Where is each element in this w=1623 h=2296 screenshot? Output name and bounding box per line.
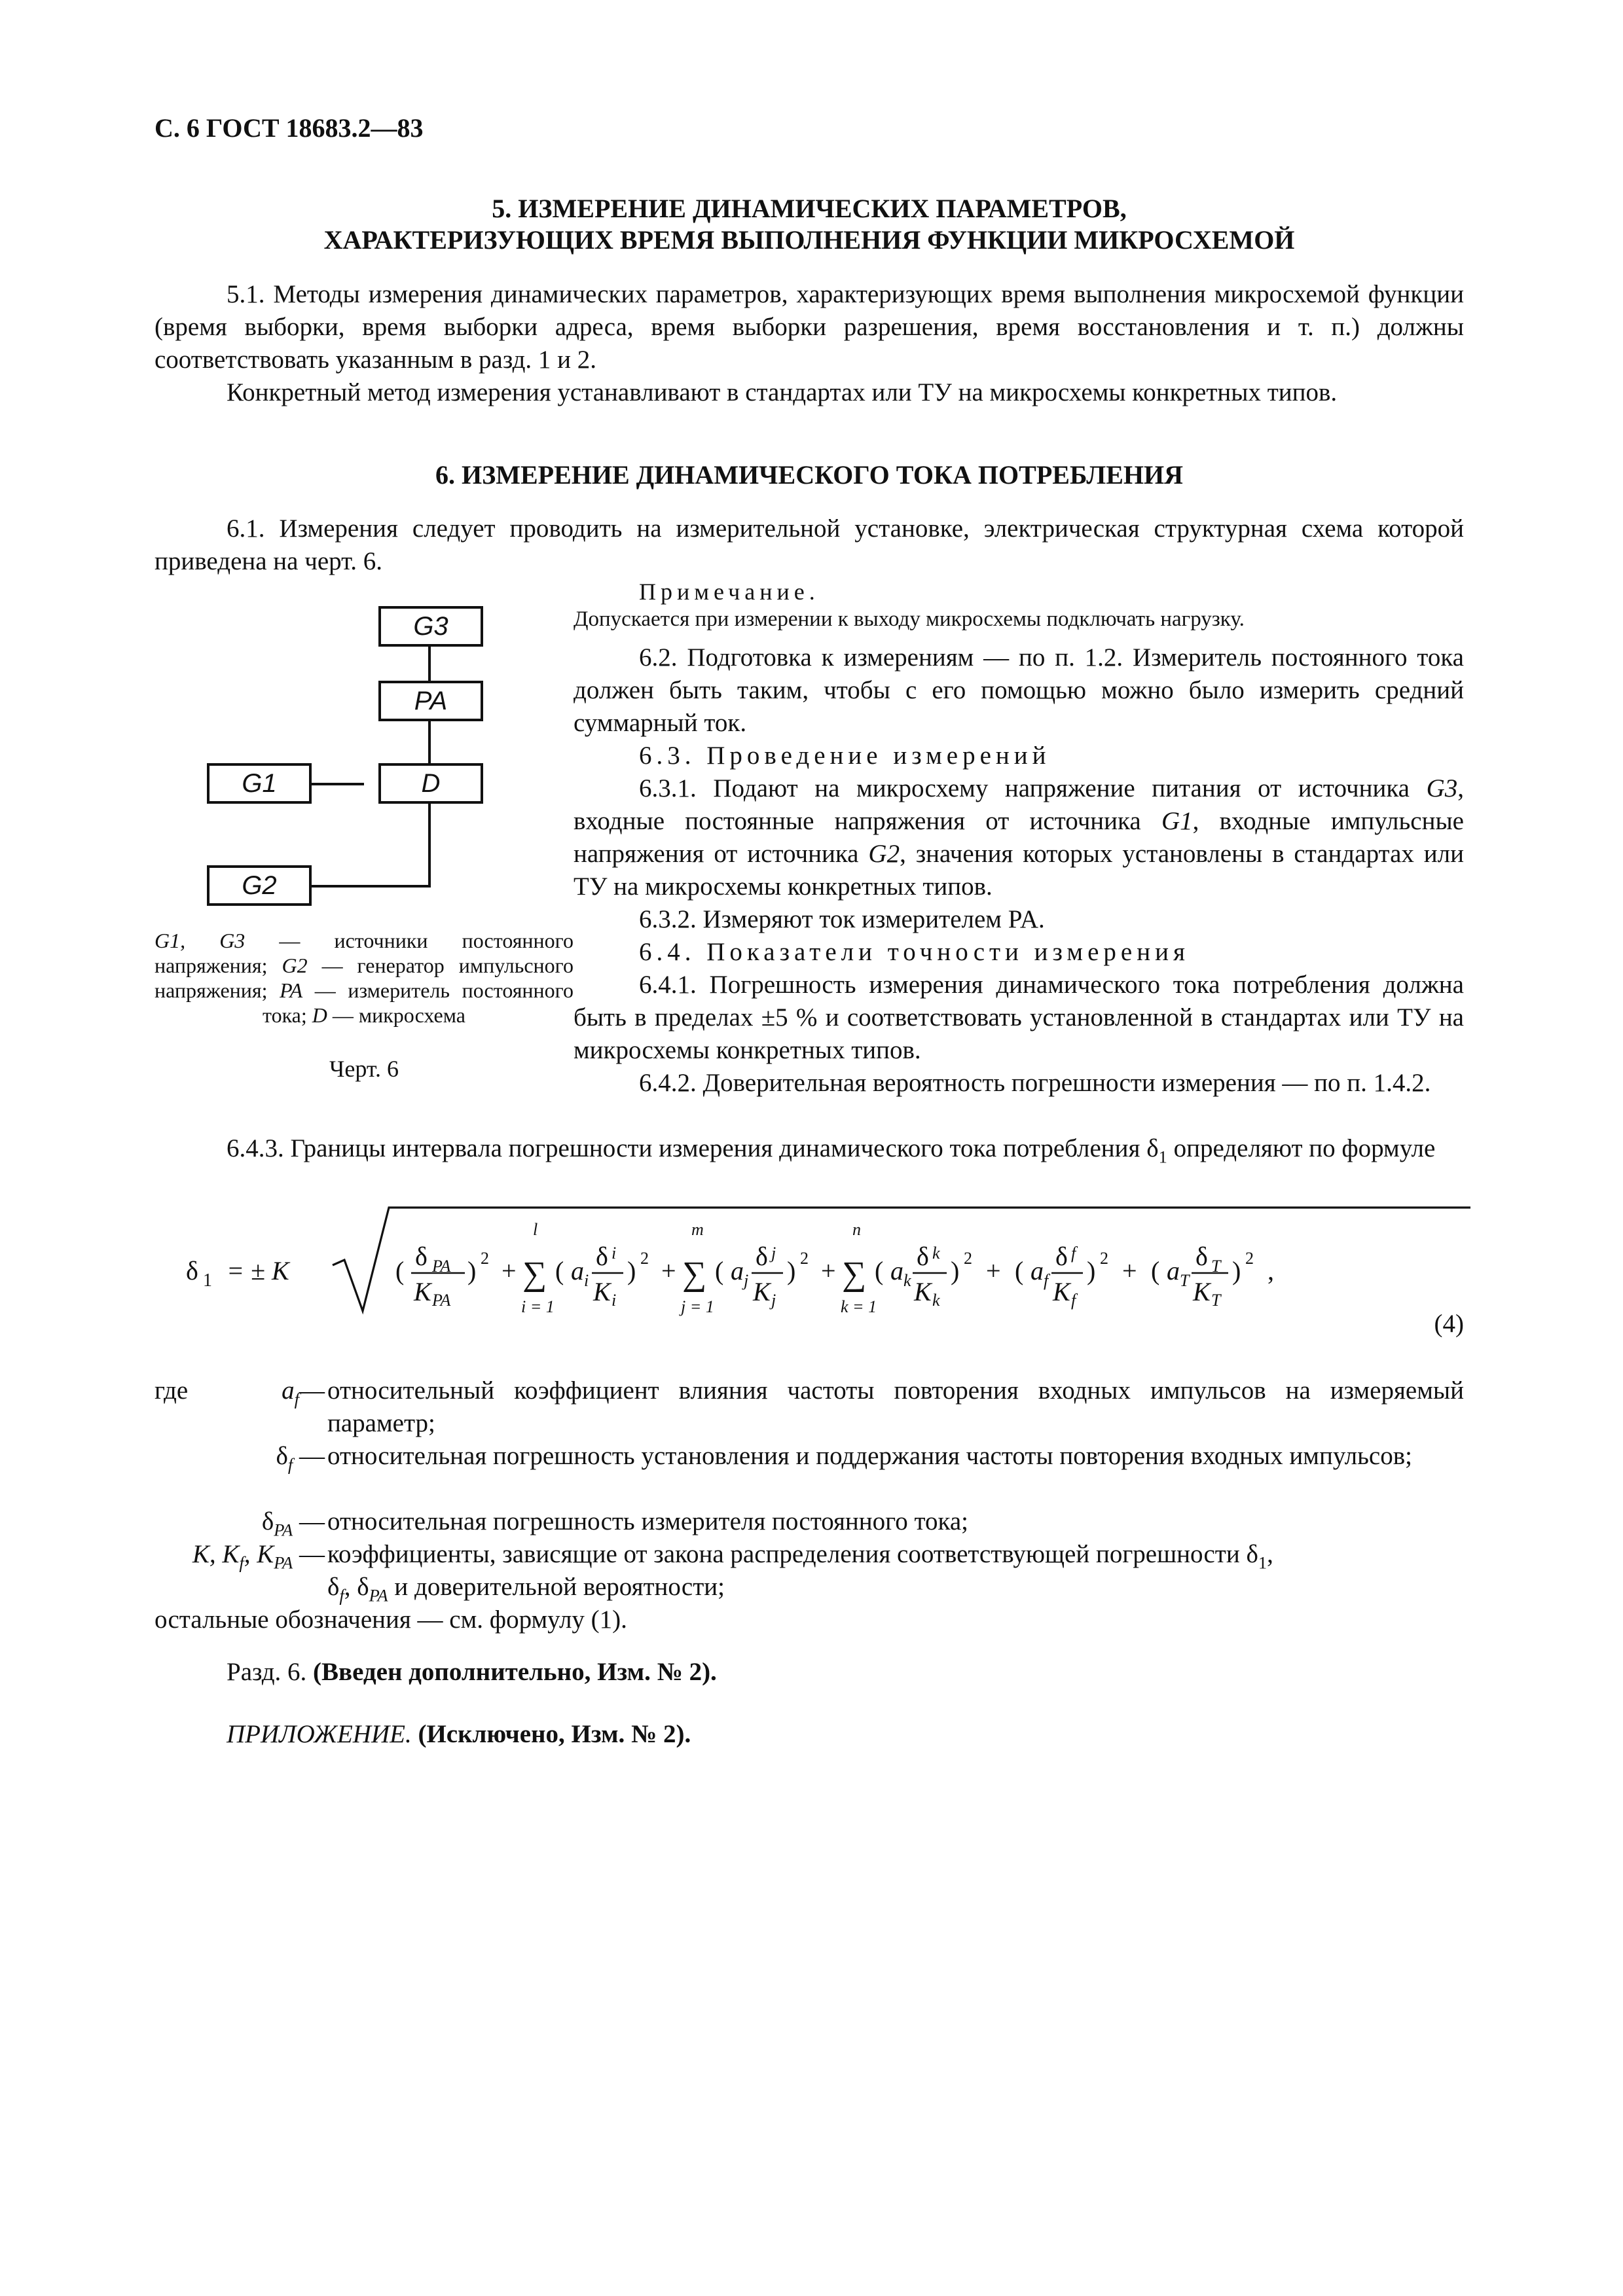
formula-sum-j-bot: j = 1 [681,1297,714,1316]
p631-c: , входные импульсные напряжения от источника [574,807,1464,868]
formula-t4-num: δ [917,1242,929,1271]
appendix-note [227,1718,691,1751]
formula-t6-num-sub: T [1211,1257,1221,1276]
p643-sub: 1 [1158,1147,1167,1167]
def-text-k-line2: $\delta_f$, $\delta_{PA}$ и доверительной вероятности; [327,1573,725,1605]
formula-a-k-sub: k [903,1271,911,1290]
def-term-k: K, $K_f$, $K_{PA}$ — [192,1540,325,1573]
formula-eq: = ± K [227,1256,289,1285]
formula-close-paren-4: ) [951,1256,960,1285]
block-pa: PA [378,681,483,721]
p631-g3: G3 [1426,774,1458,802]
razd-6-note [227,1656,717,1689]
formula-t2-num-sub: i [611,1244,617,1263]
paragraph-6-4-heading: 6.4. Показатели точности измерения [639,938,1190,966]
p631-g1: G1 [1161,807,1193,835]
formula-t4-den-sub: k [932,1291,940,1310]
formula-close-paren-6: ) [1232,1256,1241,1285]
formula-sum-i: ∑ [522,1255,547,1293]
razd-6-amendment: (Введен дополнительно, Изм. № 2). [313,1658,717,1686]
formula-plus-3: + [821,1256,836,1285]
formula-plus-1: + [501,1256,517,1285]
paragraph-6-1: 6.1. Измерения следует проводить на измерительной установке, электрическая структурная схема которой приведена на черт. 6. [155,514,1464,575]
formula-t6-num: δ [1195,1242,1208,1271]
formula-t5-num-sub: f [1071,1244,1076,1263]
def-term-dpa: $\delta_{PA}$ — [261,1507,325,1540]
paragraph-6-3-heading: 6.3. Проведение измерений [639,742,1051,770]
note-text: Допускается при измерении к выходу микросхемы подключать нагрузку. [574,607,1245,631]
block-g3: G3 [378,606,483,647]
formula-close-paren-3: ) [787,1256,796,1285]
formula-t6-den-sub: T [1211,1291,1221,1310]
formula-a-i: a [571,1256,584,1285]
block-diagram [155,583,574,923]
formula-a-t-sub: T [1180,1271,1190,1290]
def-term-df: $\delta_f$ — [276,1442,325,1475]
formula-t1-num-sub: PA [432,1257,451,1276]
paragraph-6-4-1: 6.4.1. Погрешность измерения динамического тока потребления должна быть в пределах ±5 % и соответствовать установленной в стандартах или ТУ на микросхемы конкретных типов. [574,971,1464,1064]
paragraph-5-1: 5.1. Методы измерения динамических параметров, характеризующих время выполнения микросхемой функции (время выборки, время выборки адреса, время выборки разрешения, время восстановления и т. п.) должны соответствовать указанным в разд. 1 и 2. [155,280,1464,374]
block-d: D [378,763,483,804]
formula-t1-den: K [414,1277,431,1306]
formula-t5-den: K [1053,1277,1070,1306]
formula-sum-k-top: n [852,1220,861,1239]
paragraph-6-4-3 [155,1132,1464,1165]
paragraph-6-3-1 [574,772,1464,903]
legend-g1g3: G1, G3 [155,929,246,952]
formula-t3-den: K [753,1277,771,1306]
formula-sq-3: 2 [800,1249,809,1268]
formula-t3-num-sub: j [771,1244,776,1263]
legend-text-3: — измеритель постоянного тока; [263,978,574,1027]
legend-text-2: — генератор импульсного напряжения; [155,954,574,1002]
formula-open-paren-1: ( [395,1256,405,1285]
formula-sq-4: 2 [964,1249,972,1268]
formula-sq-1: 2 [481,1249,489,1268]
paragraph-5-2: Конкретный метод измерения устанавливают в стандартах или ТУ на микросхемы конкретных типов. [227,378,1338,406]
formula-t4-den: K [914,1277,932,1306]
formula-sum-j-top: m [691,1220,704,1239]
formula-lhs-delta: δ [186,1256,198,1285]
legend-g2: G2 [282,954,308,977]
formula-sum-i-top: l [533,1220,538,1239]
formula-t6-den: K [1193,1277,1211,1306]
formula-t2-den: K [593,1277,611,1306]
section-5-title-line-2: ХАРАКТЕРИЗУЮЩИХ ВРЕМЯ ВЫПОЛНЕНИЯ ФУНКЦИИ МИКРОСХЕМОЙ [323,225,1295,255]
legend-pa: PA [280,978,303,1002]
formula-a-i-sub: i [584,1271,589,1290]
formula-a-f-sub: f [1044,1271,1049,1290]
formula-t5-den-sub: f [1071,1291,1076,1310]
formula-plus-5: + [1122,1256,1137,1285]
def-text-df: относительная погрешность установления и поддержания частоты повторения входных импульсов; [327,1442,1412,1470]
formula-sq-6: 2 [1245,1249,1254,1268]
p643-a: 6.4.3. Границы интервала погрешности измерения динамического тока потребления δ [227,1134,1159,1162]
formula-a-t: a [1167,1256,1180,1285]
p631-g2: G2 [868,840,900,868]
section-6-title: 6. ИЗМЕРЕНИЕ ДИНАМИЧЕСКОГО ТОКА ПОТРЕБЛЕНИЯ [435,460,1183,490]
def-text-af: относительный коэффициент влияния частоты повторения входных импульсов на измеряемый параметр; [327,1376,1464,1437]
p643-b: определяют по формуле [1167,1134,1436,1162]
formula-sum-j: ∑ [682,1255,707,1293]
formula-a-j-sub: j [744,1271,749,1290]
formula-close-paren-2: ) [627,1256,636,1285]
formula-comma: , [1267,1256,1274,1285]
formula-sq-2: 2 [640,1249,649,1268]
formula-a-k: a [890,1256,903,1285]
formula-close-paren-1: ) [467,1256,477,1285]
p631-d: , значения которых установлены в стандартах или ТУ на микросхемы конкретных типов. [574,840,1464,901]
formula-t3-num: δ [756,1242,768,1271]
diagram-caption: Черт. 6 [329,1056,399,1082]
formula-sum-i-bot: i = 1 [521,1297,555,1316]
formula-t3-den-sub: j [771,1291,776,1310]
formula-a-j: a [731,1256,744,1285]
formula-t5-num: δ [1055,1242,1068,1271]
formula-t2-den-sub: i [611,1291,617,1310]
formula-plus-4: + [986,1256,1001,1285]
legend-d: D [312,1003,327,1027]
razd-6-label: Разд. 6. [227,1658,314,1686]
paragraph-6-2: 6.2. Подготовка к измерениям — по п. 1.2. Измеритель постоянного тока должен быть таким, чтобы с его помощью можно было измерить средний суммарный ток. [574,643,1464,737]
diagram-legend [155,928,574,1028]
definitions-rest: остальные обозначения — см. формулу (1). [155,1605,627,1634]
formula-t2-num: δ [596,1242,608,1271]
def-term-af: $a_f—$ [282,1376,325,1409]
p631-b: , входные постоянные напряжения от источника [574,774,1464,835]
formula-open-paren-6: ( [1151,1256,1160,1285]
section-5-title-line-1: 5. ИЗМЕРЕНИЕ ДИНАМИЧЕСКИХ ПАРАМЕТРОВ, [492,194,1127,223]
paragraph-6-4-2: 6.4.2. Доверительная вероятность погрешности измерения — по п. 1.4.2. [639,1069,1431,1097]
running-head: С. 6 ГОСТ 18683.2—83 [155,113,424,143]
formula-sum-k-bot: k = 1 [841,1297,877,1316]
formula-a-f: a [1030,1256,1044,1285]
formula-4 [155,1194,1470,1345]
formula-t4-num-sub: k [932,1244,940,1263]
formula-lhs-sub: 1 [203,1270,212,1291]
formula-t1-den-sub: PA [432,1291,451,1310]
formula-open-paren-2: ( [555,1256,564,1285]
formula-number: (4) [1434,1310,1464,1338]
block-g1: G1 [207,763,312,804]
block-g2: G2 [207,865,312,906]
formula-sq-5: 2 [1100,1249,1108,1268]
note-title: Примечание. [639,579,820,605]
definitions-block [155,1374,1464,1649]
legend-text-1: — источники постоянного напряжения; [155,929,574,977]
formula-sum-k: ∑ [842,1255,867,1293]
formula-plus-2: + [661,1256,676,1285]
formula-open-paren-3: ( [715,1256,724,1285]
def-text-dpa: относительная погрешность измерителя постоянного тока; [327,1507,968,1535]
appendix-amendment: (Исключено, Изм. № 2). [411,1720,691,1748]
paragraph-6-3-2: 6.3.2. Измеряют ток измерителем PA. [639,905,1045,933]
p631-a: 6.3.1. Подают на микросхему напряжение питания от источника [639,774,1427,802]
appendix-label: ПРИЛОЖЕНИЕ. [227,1720,412,1748]
formula-open-paren-4: ( [875,1256,884,1285]
definitions-where: где [155,1376,189,1405]
formula-t1-num: δ [415,1242,428,1271]
def-text-k: коэффициенты, зависящие от закона распределения соответствующей погрешности $\delta_1$, [327,1540,1273,1573]
formula-open-paren-5: ( [1015,1256,1024,1285]
formula-close-paren-5: ) [1087,1256,1096,1285]
legend-text-4: — микросхема [327,1003,465,1027]
